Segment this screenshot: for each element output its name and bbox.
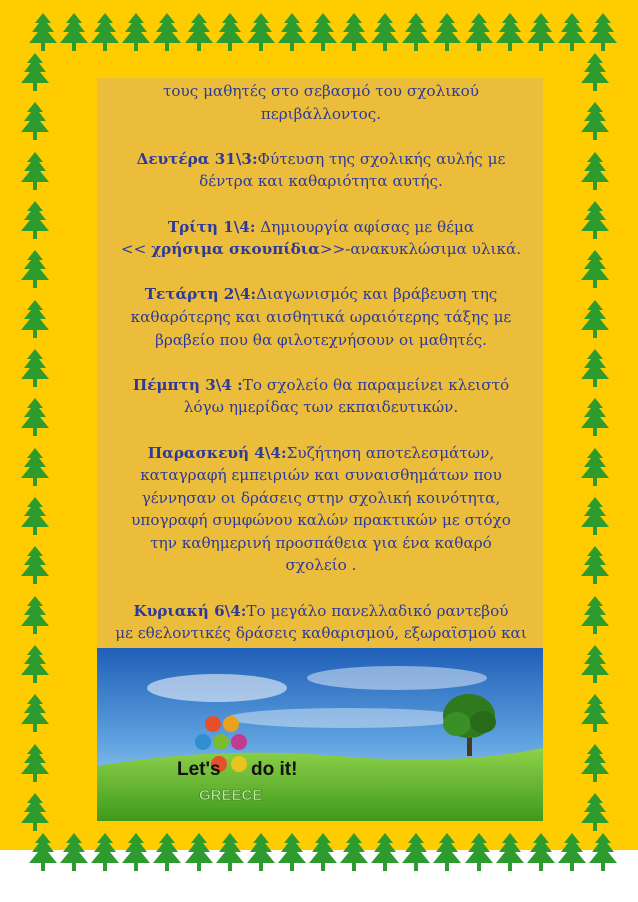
tree-border-left	[20, 52, 60, 832]
intro-line-1: τους μαθητές στο σεβασμό του σχολικού	[162, 82, 480, 100]
sunday-line-1	[92, 600, 550, 623]
pine-tree-icon	[215, 832, 245, 872]
pine-tree-icon	[580, 743, 610, 783]
pine-tree-icon	[277, 832, 307, 872]
landscape-image	[97, 648, 543, 821]
pine-tree-icon	[580, 151, 610, 191]
pine-tree-icon	[370, 832, 400, 872]
friday-line-6: σχολείο .	[285, 556, 357, 575]
monday-line-1	[92, 148, 550, 171]
schedule-text	[92, 80, 550, 667]
monday-text: Φύτευση της σχολικής αυλής με	[257, 149, 506, 168]
logo-country-text: GREECE	[199, 787, 263, 804]
lets-do-it-logo	[175, 712, 305, 816]
friday-line-4: υπογραφή συμφώνου καλών πρακτικών με στόχο	[131, 511, 511, 530]
tuesday-line-2	[92, 238, 550, 261]
pine-tree-icon	[580, 200, 610, 240]
pine-tree-icon	[401, 12, 431, 52]
pine-tree-icon	[20, 348, 50, 388]
friday-label: Παρασκευή 4\4:	[147, 443, 287, 462]
sunday-label: Κυριακή 6\4:	[133, 601, 247, 620]
pine-tree-icon	[580, 693, 610, 733]
pine-tree-icon	[20, 595, 50, 635]
pine-tree-icon	[59, 12, 89, 52]
tuesday-rest: >>-ανακυκλώσιμα υλικά.	[319, 240, 522, 259]
pine-tree-icon	[20, 299, 50, 339]
logo-lets-text: Let's	[177, 759, 221, 780]
pine-tree-icon	[580, 249, 610, 289]
intro-line-2: περιβάλλοντος.	[260, 104, 382, 123]
pine-tree-icon	[580, 299, 610, 339]
thursday-line-1	[92, 374, 550, 397]
pine-tree-icon	[339, 832, 369, 872]
pine-tree-icon	[580, 545, 610, 585]
pine-tree-icon	[580, 792, 610, 832]
pine-tree-icon	[526, 832, 556, 872]
pine-tree-icon	[464, 832, 494, 872]
pine-tree-icon	[20, 693, 50, 733]
pine-tree-icon	[246, 832, 276, 872]
logo-doit-text: do it!	[251, 759, 298, 780]
pine-tree-icon	[464, 12, 494, 52]
pine-tree-icon	[20, 397, 50, 437]
wednesday-line-3: βραβείο που θα φιλοτεχνήσουν οι μαθητές.	[155, 330, 487, 349]
pine-tree-icon	[215, 12, 245, 52]
tuesday-line-1	[92, 216, 550, 239]
wednesday-line-2: καθαρότερης και αισθητικά ωραιότερης τάξης με	[130, 307, 512, 326]
friday-line-5: την καθημερινή προσπάθεια για ένα καθαρό	[150, 533, 492, 552]
pine-tree-icon	[184, 832, 214, 872]
friday-line-2: καταγραφή εμπειριών και συναισθημάτων που	[140, 466, 502, 485]
wednesday-line-1	[92, 283, 550, 306]
pine-tree-icon	[339, 12, 369, 52]
friday-line-3: γέννησαν οι δράσεις στην σχολική κοινότητα,	[141, 488, 501, 507]
pine-tree-icon	[90, 12, 120, 52]
thursday-text: Το σχολείο θα παραμείνει κλειστό	[242, 375, 510, 394]
monday-line-2: δέντρα και καθαριότητα αυτής.	[199, 172, 443, 191]
pine-tree-icon	[121, 832, 151, 872]
pine-tree-icon	[580, 397, 610, 437]
campaign-photo	[97, 648, 543, 821]
pine-tree-icon	[20, 249, 50, 289]
pine-tree-icon	[580, 496, 610, 536]
wednesday-text: Διαγωνισμός και βράβευση της	[256, 285, 498, 304]
pine-tree-icon	[580, 595, 610, 635]
pine-tree-icon	[28, 12, 58, 52]
pine-tree-icon	[28, 832, 58, 872]
pine-tree-icon	[580, 447, 610, 487]
tree-border-top	[28, 12, 618, 52]
pine-tree-icon	[588, 832, 618, 872]
thursday-label: Πέμπτη 3\4 :	[132, 375, 243, 394]
pine-tree-icon	[495, 12, 525, 52]
pine-tree-icon	[308, 12, 338, 52]
tree-border-right	[580, 52, 620, 832]
tree-border-bottom	[28, 832, 618, 872]
pine-tree-icon	[20, 151, 50, 191]
pine-tree-icon	[495, 832, 525, 872]
pine-tree-icon	[184, 12, 214, 52]
friday-text: Συζήτηση αποτελεσμάτων,	[286, 443, 495, 462]
tuesday-label: Τρίτη 1\4:	[167, 217, 256, 236]
pine-tree-icon	[152, 12, 182, 52]
pine-tree-icon	[152, 832, 182, 872]
pine-tree-icon	[401, 832, 431, 872]
tuesday-quote-open: <<	[120, 240, 152, 259]
pine-tree-icon	[20, 743, 50, 783]
sunday-line-2: με εθελοντικές δράσεις καθαρισμού, εξωραϊσμού και	[115, 624, 527, 643]
pine-tree-icon	[580, 101, 610, 141]
pine-tree-icon	[246, 12, 276, 52]
pine-tree-icon	[277, 12, 307, 52]
pine-tree-icon	[121, 12, 151, 52]
pine-tree-icon	[588, 12, 618, 52]
pine-tree-icon	[432, 832, 462, 872]
pine-tree-icon	[20, 447, 50, 487]
pine-tree-icon	[90, 832, 120, 872]
pine-tree-icon	[20, 496, 50, 536]
pine-tree-icon	[20, 200, 50, 240]
pine-tree-icon	[20, 52, 50, 92]
pine-tree-icon	[580, 644, 610, 684]
tuesday-emphasis: χρήσιμα σκουπίδια	[151, 240, 320, 259]
tuesday-text: Δημιουργία αφίσας με θέμα	[255, 217, 475, 236]
monday-label: Δευτέρα 31\3:	[136, 149, 258, 168]
pine-tree-icon	[370, 12, 400, 52]
pine-tree-icon	[20, 644, 50, 684]
pine-tree-icon	[308, 832, 338, 872]
pine-tree-icon	[432, 12, 462, 52]
pine-tree-icon	[20, 101, 50, 141]
pine-tree-icon	[580, 348, 610, 388]
friday-line-1	[92, 442, 550, 465]
pine-tree-icon	[20, 792, 50, 832]
sunday-text: Το μεγάλο πανελλαδικό ραντεβού	[246, 601, 509, 620]
pine-tree-icon	[59, 832, 89, 872]
wednesday-label: Τετάρτη 2\4:	[144, 285, 257, 304]
pine-tree-icon	[557, 12, 587, 52]
pine-tree-icon	[20, 545, 50, 585]
pine-tree-icon	[580, 52, 610, 92]
pine-tree-icon	[526, 12, 556, 52]
pine-tree-icon	[557, 832, 587, 872]
thursday-line-2: λόγω ημερίδας των εκπαιδευτικών.	[183, 398, 459, 417]
